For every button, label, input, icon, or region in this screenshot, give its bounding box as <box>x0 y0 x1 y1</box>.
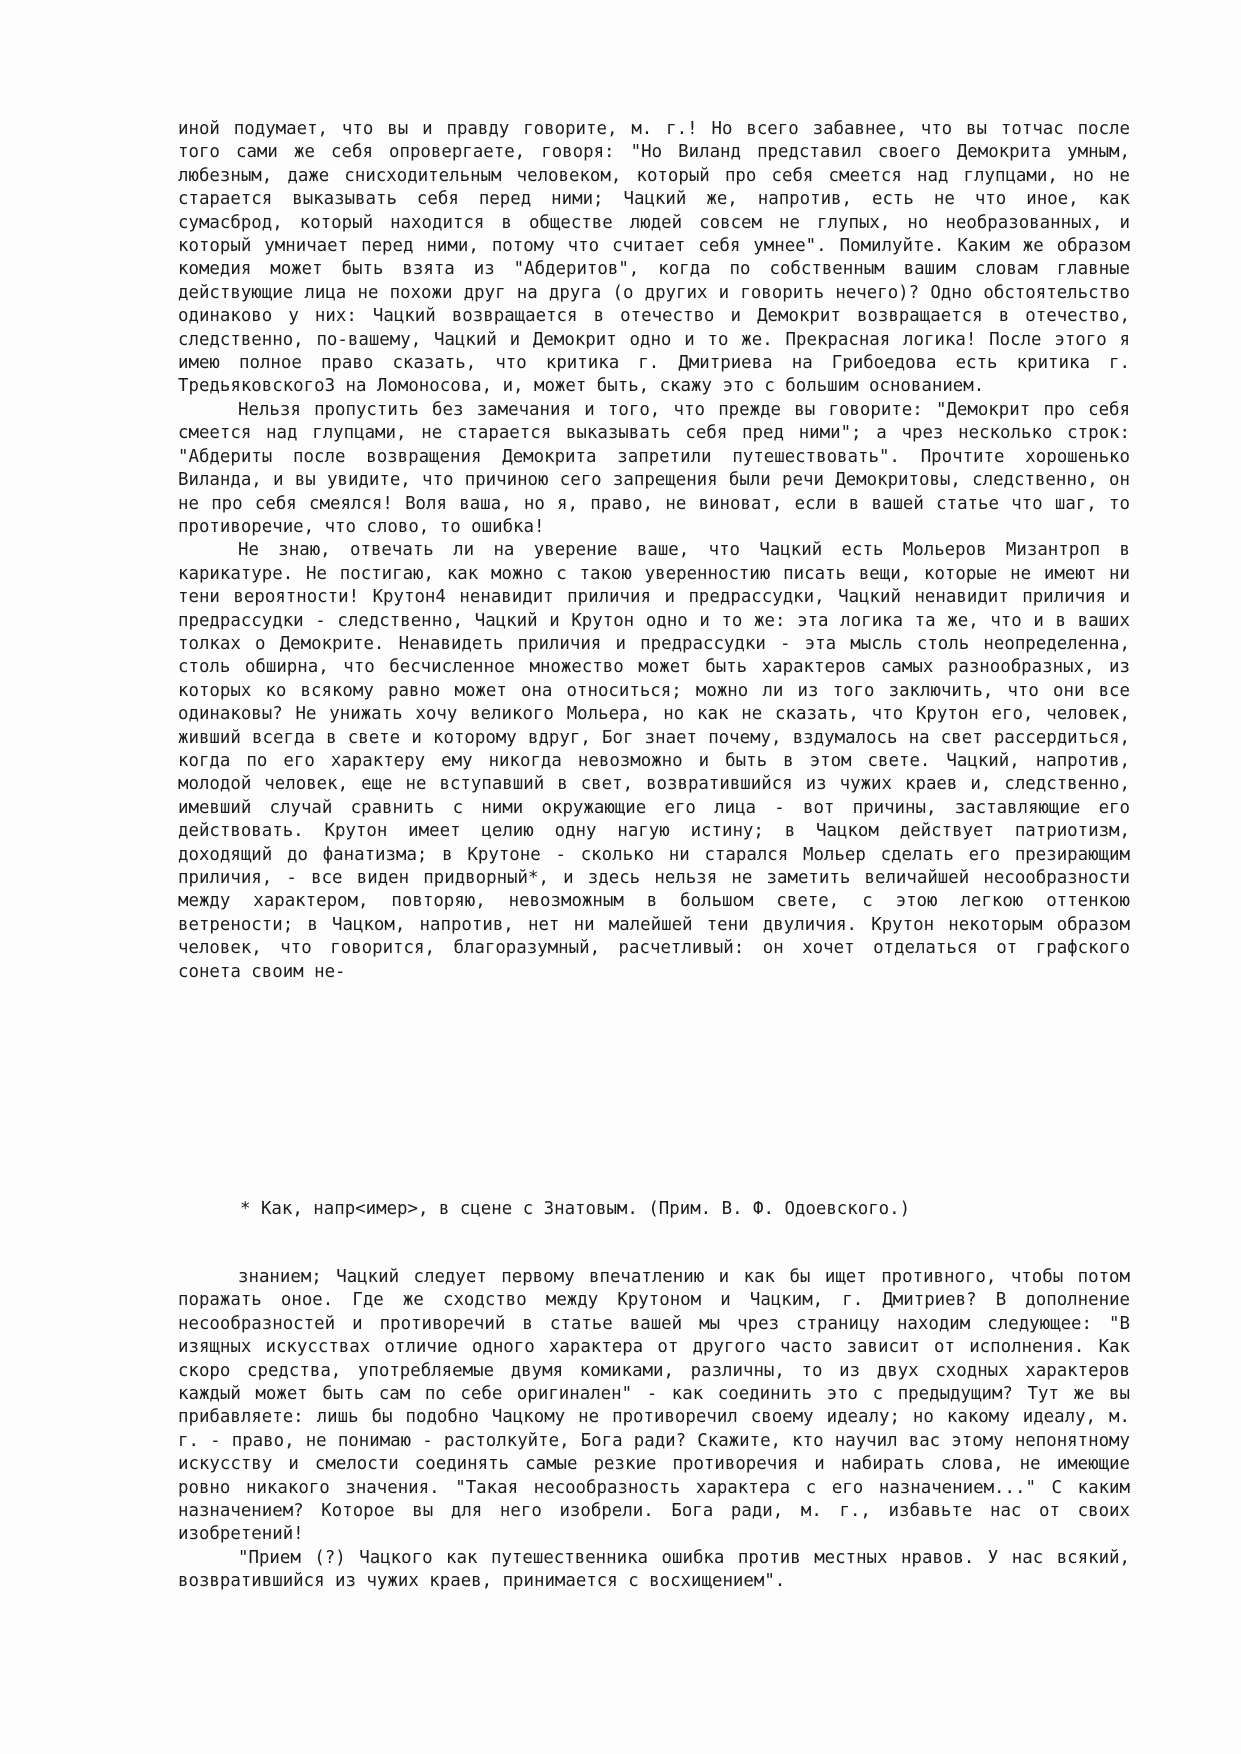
paragraph: знанием; Чацкий следует первому впечатлению и как бы ищет противного, чтобы потом поражать оное. Где же сходство между Крутоном и Чацким, г. Дмитриев? В дополнение несообразностей и противоречий в статье вашей мы чрез страницу находим следующее: "В изящных искусствах отличие одного характера от другого часто зависит от исполнения. Как скоро средства, употребляемые двумя комиками, различны, то из двух сходных характеров каждый может быть сам по себе оригинален" - как соединить это с предыдущим? Тут же вы прибавляете: лишь бы подобно Чацкому не противоречил своему идеалу; но какому идеалу, м. г. - право, не понимаю - растолкуйте, Бога ради? Скажите, кто научил вас этому непонятному искусству и смелости соединять самые резкие противоречия и набирать слова, не имеющие ровно никакого значения. "Такая несообразность характера с его назначением..." С каким назначением? Которое вы для него изобрели. Бога ради, м. г., избавьте нас от своих изобретений! <box>178 1267 1130 1545</box>
body-text-upper <box>178 118 1130 984</box>
paragraph: Нельзя пропустить без замечания и того, что прежде вы говорите: "Демокрит про себя смеется над глупцами, не старается выказывать себя пред ними"; а чрез несколько строк: "Абдериты после возвращения Демокрита запретили путешествовать". Прочтите хорошенько Виланда, и вы увидите, что причиною сего запрещения были речи Демокритовы, следственно, он не про себя смеялся! Воля ваша, но я, право, не виноват, если в вашей статье что шаг, то противоречие, что слово, то ошибка! <box>178 399 1130 537</box>
paragraph: "Прием (?) Чацкого как путешественника ошибка против местных нравов. У нас всякий, возвратившийся из чужих краев, принимается с восхищением". <box>178 1547 1130 1592</box>
paragraph: иной подумает, что вы и правду говорите, м. г.! Но всего забавнее, что вы тотчас после того сами же себя опровергаете, говоря: "Но Виланд представил своего Демокрита умным, любезным, даже снисходительным человеком, который про себя смеется над глупцами, но не старается выказывать себя перед ними; Чацкий же, напротив, есть не что иное, как сумасброд, который находится в обществе людей совсем не глупых, но необразованных, и который умничает перед ними, потому что считает себя умнее". Помилуйте. Каким же образом комедия может быть взята из "Абдеритов", когда по собственным вашим словам главные действующие лица не похожи друг на друга (о других и говорить нечего)? Одно обстоятельство одинаково у них: Чацкий возвращается в отечество и Демокрит возвращается в отечество, следственно, по-вашему, Чацкий и Демокрит одно и то же. Прекрасная логика! После этого я имею полное право сказать, что критика г. Дмитриева на Грибоедова есть критика г. Тредьяковского3 на Ломоносова, и, может быть, скажу это с большим основанием. <box>178 119 1130 397</box>
body-text-lower <box>178 1266 1130 1594</box>
paragraph: Не знаю, отвечать ли на уверение ваше, что Чацкий есть Мольеров Мизантроп в карикатуре. Не постигаю, как можно с такою уверенностию писать вещи, которые не имеют ни тени вероятности! Крутон4 ненавидит приличия и предрассудки, Чацкий ненавидит приличия и предрассудки - следственно, Чацкий и Крутон одно и то же: эта логика та же, что и в ваших толках о Демокрите. Ненавидеть приличия и предрассудки - эта мысль столь неопределенна, столь обширна, что бесчисленное множество может быть характеров самых разнообразных, из которых ко всякому равно может она относиться; можно ли из того заключить, что они все одинаковы? Не унижать хочу великого Мольера, но как не сказать, что Крутон его, человек, живший всегда в свете и которому вдруг, Бог знает почему, вздумалось на свет рассердиться, когда по его характеру ему никогда невозможно и быть в этом свете. Чацкий, напротив, молодой человек, еще не вступавший в свет, возвратившийся из чужих краев и, следственно, имевший случай сравнить с ними окружающие его лица - вот причины, заставляющие его действовать. Крутон имеет целию одну нагую истину; в Чацком действует патриотизм, доходящий до фанатизма; в Крутоне - сколько ни старался Мольер сделать его презирающим приличия, - все виден придворный*, и здесь нельзя не заметить величайшей несообразности между характером, повторяю, невозможным в большом свете, с этою легкою оттенкою ветрености; в Чацком, напротив, нет ни малейшей тени двуличия. Крутон некоторым образом человек, что говорится, благоразумный, расчетливый: он хочет отделаться от графского сонета своим не- <box>178 540 1130 982</box>
footnote: * Как, напр<имер>, в сцене с Знатовым. (Прим. В. Ф. Одоевского.) <box>240 1199 911 1219</box>
